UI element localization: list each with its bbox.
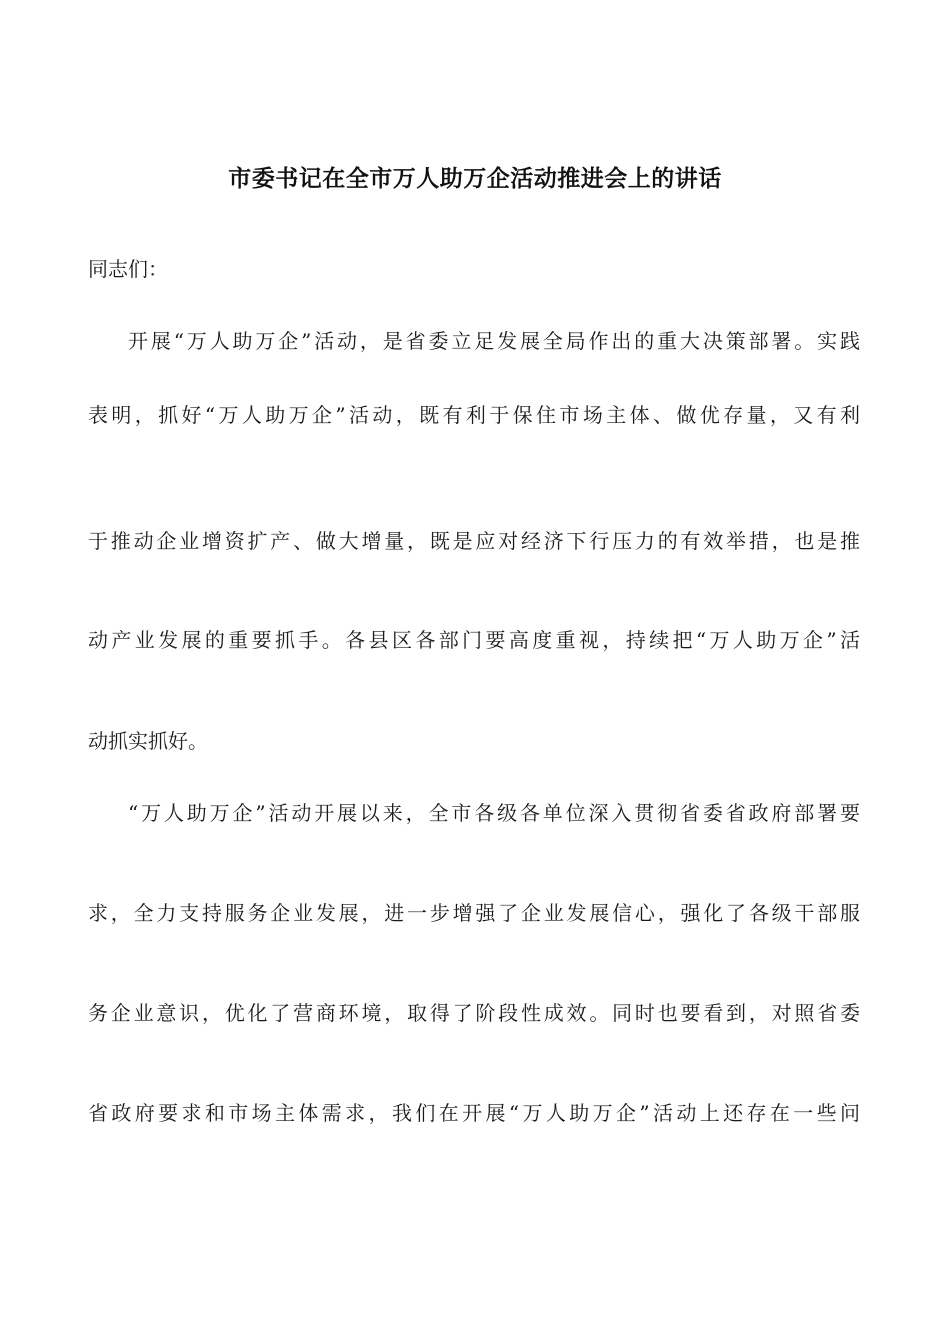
paragraph-line: 于推动企业增资扩产、做大增量，既是应对经济下行压力的有效举措，也是推 <box>88 529 860 553</box>
document-title: 市委书记在全市万人助万企活动推进会上的讲话 <box>228 166 722 192</box>
paragraph-line: 务企业意识，优化了营商环境，取得了阶段性成效。同时也要看到，对照省委 <box>88 1001 860 1025</box>
paragraph-line: 动抓实抓好。 <box>88 729 208 753</box>
paragraph-line: 动产业发展的重要抓手。各县区各部门要高度重视，持续把“万人助万企”活 <box>88 628 860 652</box>
paragraph-line: 求，全力支持服务企业发展，进一步增强了企业发展信心，强化了各级干部服 <box>88 901 860 925</box>
paragraph-line: 省政府要求和市场主体需求，我们在开展“万人助万企”活动上还存在一些问 <box>88 1101 860 1125</box>
paragraph-line: 表明，抓好“万人助万企”活动，既有利于保住市场主体、做优存量，又有利 <box>88 403 860 427</box>
paragraph-line: 开展“万人助万企”活动，是省委立足发展全局作出的重大决策部署。实践 <box>128 329 860 353</box>
salutation: 同志们： <box>88 257 168 281</box>
paragraph-line: “万人助万企”活动开展以来，全市各级各单位深入贯彻省委省政府部署要 <box>128 801 860 825</box>
